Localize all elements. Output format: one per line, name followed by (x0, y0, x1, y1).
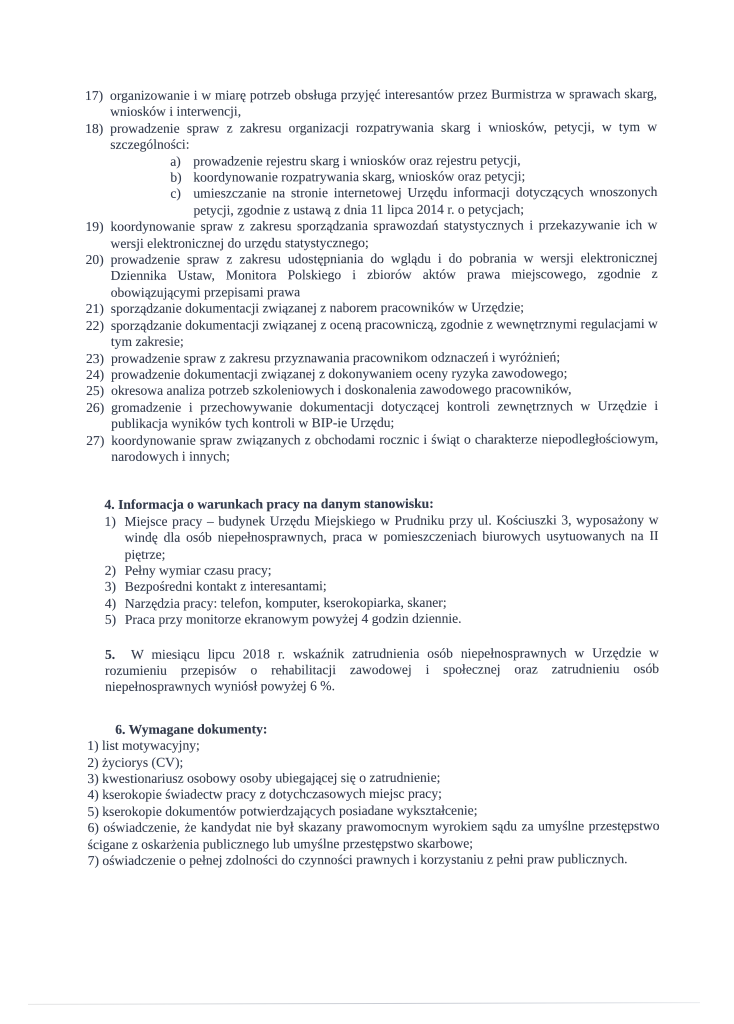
item-number: 19) (85, 219, 104, 235)
item-number: a) (170, 153, 181, 169)
list-item: 6) oświadczenie, że kandydat nie był skazany prawomocnym wyrokiem sądu za umyślne przestępstwo ścigane z oskarżenia publicznego lub umyślne przestępstwo skarbowe; (87, 818, 660, 852)
item-text: okresowa analiza potrzeb szkoleniowych i doskonalenia zawodowego pracowników, (111, 381, 572, 399)
item-text: organizowanie i w miarę potrzeb obsługa przyjęć interesantów przez Burmistrza w sprawach skarg, wniosków i interwencji, (109, 86, 658, 120)
duties-list (85, 86, 658, 465)
item-text: sporządzanie dokumentacji związanej z oceną pracowniczą, zgodnie z wewnętrznymi regulacjami w tym zakresie; (110, 315, 658, 350)
item-text: koordynowanie spraw związanych z obchodami rocznic i świąt o charakterze niepodległościowym, narodowych i innych; (111, 430, 659, 464)
list-item: 7) oświadczenie o pełnej zdolności do czynności prawnych i korzystaniu z pełni praw publicznych. (87, 851, 628, 869)
list-item (86, 365, 658, 383)
list-item (85, 119, 657, 154)
item-number: 17) (85, 87, 104, 103)
list-item (86, 431, 658, 466)
list-item (105, 577, 659, 595)
item-text: prowadzenie dokumentacji związanej z dokonywaniem oceny ryzyka zawodowego; (110, 365, 568, 382)
item-number: 2) (104, 562, 117, 578)
list-item (85, 86, 657, 121)
item-text: Bezpośredni kontakt z interesantami; (124, 578, 327, 595)
list-item (104, 512, 658, 563)
item-text: prowadzenie spraw z zakresu udostępniania do wglądu i do pobrania w wersji elektronicznej Dziennika Ustaw, Monitora Polskiego i zbiorów aktów prawa miejscowego, zgodnie z obowiązującymi przepisami prawa (110, 250, 658, 300)
item-text: koordynowanie rozpatrywania skarg, wniosków oraz petycji; (193, 168, 526, 185)
section-6-heading: 6. Wymagane dokumenty: (115, 721, 268, 737)
document-content (85, 86, 660, 869)
item-number: 23) (85, 350, 105, 366)
item-number: 4) (104, 595, 117, 611)
list-item (170, 184, 657, 219)
list-item: 5) kserokopie dokumentów potwierdzających posiadane wykształcenie; (87, 802, 478, 819)
list-item (105, 610, 659, 628)
list-item (105, 594, 659, 612)
item-text: umieszczanie na stronie internetowej Urzędu informacji dotyczących wnoszonych petycji, zgodnie z ustawą z dnia 11 lipca 2014 r. o petycjach; (193, 184, 658, 218)
list-item (170, 168, 657, 186)
item-text: sporządzanie dokumentacji związanej z naborem pracowników w Urzędzie; (110, 299, 525, 317)
item-text: Praca przy monitorze ekranowym powyżej 4 godzin dziennie. (124, 610, 462, 628)
list-item (86, 299, 658, 317)
list-item (86, 316, 658, 351)
list-item (86, 381, 658, 399)
item-text: Narzędzia pracy: telefon, komputer, kserokopiarka, skaner; (124, 594, 447, 611)
section-6-list (87, 736, 659, 869)
item-number: 21) (85, 301, 104, 317)
list-item: 2) życiorys (CV); (87, 754, 184, 770)
section-5-paragraph (105, 645, 659, 696)
item-number: 22) (85, 317, 104, 333)
section-4-list (86, 512, 658, 629)
list-item (85, 217, 657, 252)
item-number: 1) (104, 513, 116, 529)
list-item (86, 398, 658, 433)
item-text: gromadzenie i przechowywanie dokumentacji dotyczącej kontroli zewnętrznych w Urzędzie i publikacja wyników tych kontroli w BIP-ie Urzędu; (111, 397, 659, 432)
section-5-text: W miesiącu lipcu 2018 r. wskaźnik zatrudnienia osób niepełnosprawnych w Urzędzie w rozumieniu przepisów o rehabilitacji zawodowej i społecznej oraz zatrudnieniu osób niepełnosprawnych wyniósł powyżej 6 %. (105, 644, 660, 695)
item-number: 24) (85, 366, 105, 382)
item-text: koordynowanie spraw z zakresu sporządzania sprawozdań statystycznych i przekazywanie ich w wersji elektronicznej do urzędu statystycznego; (110, 217, 658, 251)
item-text: Miejsce pracy – budynek Urzędu Miejskiego w Prudniku przy ul. Kościuszki 3, wyposażony w windę dla osób niepełnosprawnych, praca w pomieszczeniach biurowych usytuowanych na II piętrze; (124, 511, 659, 562)
item-number: 26) (86, 399, 105, 415)
item-number: b) (170, 169, 182, 185)
item-number: 3) (104, 579, 117, 595)
item-number: c) (170, 186, 181, 202)
list-item (105, 561, 659, 579)
item-text: prowadzenie spraw z zakresu przyznawania pracownikom odznaczeń i wyróżnień; (110, 348, 561, 366)
item-text: prowadzenie rejestru skarg i wniosków oraz rejestru petycji, (193, 152, 521, 169)
list-item: 4) kserokopie świadectw pracy z dotychczasowych miejsc pracy; (87, 786, 442, 803)
section-5-number: 5. (104, 646, 116, 662)
list-item: 1) list motywacyjny; (87, 737, 200, 754)
list-item (86, 349, 658, 367)
section-4-heading: 4. Informacja o warunkach pracy na danym stanowisku: (104, 496, 434, 513)
item-number: 20) (85, 251, 104, 268)
list-item: 3) kwestionariusz osobowy osoby ubiegającej się o zatrudnienie; (87, 769, 441, 787)
item-number: 5) (104, 612, 117, 628)
item-number: 18) (85, 120, 104, 136)
item-number: 27) (86, 432, 105, 448)
list-item (86, 250, 658, 301)
item-text: Pełny wymiar czasu pracy; (124, 562, 272, 578)
item-number: 25) (86, 383, 105, 399)
scan-artifact-line (28, 1002, 700, 1005)
item-text: prowadzenie spraw z zakresu organizacji rozpatrywania skarg i wniosków, petycji, w tym w szczególności: (110, 118, 658, 153)
list-item (170, 152, 657, 170)
